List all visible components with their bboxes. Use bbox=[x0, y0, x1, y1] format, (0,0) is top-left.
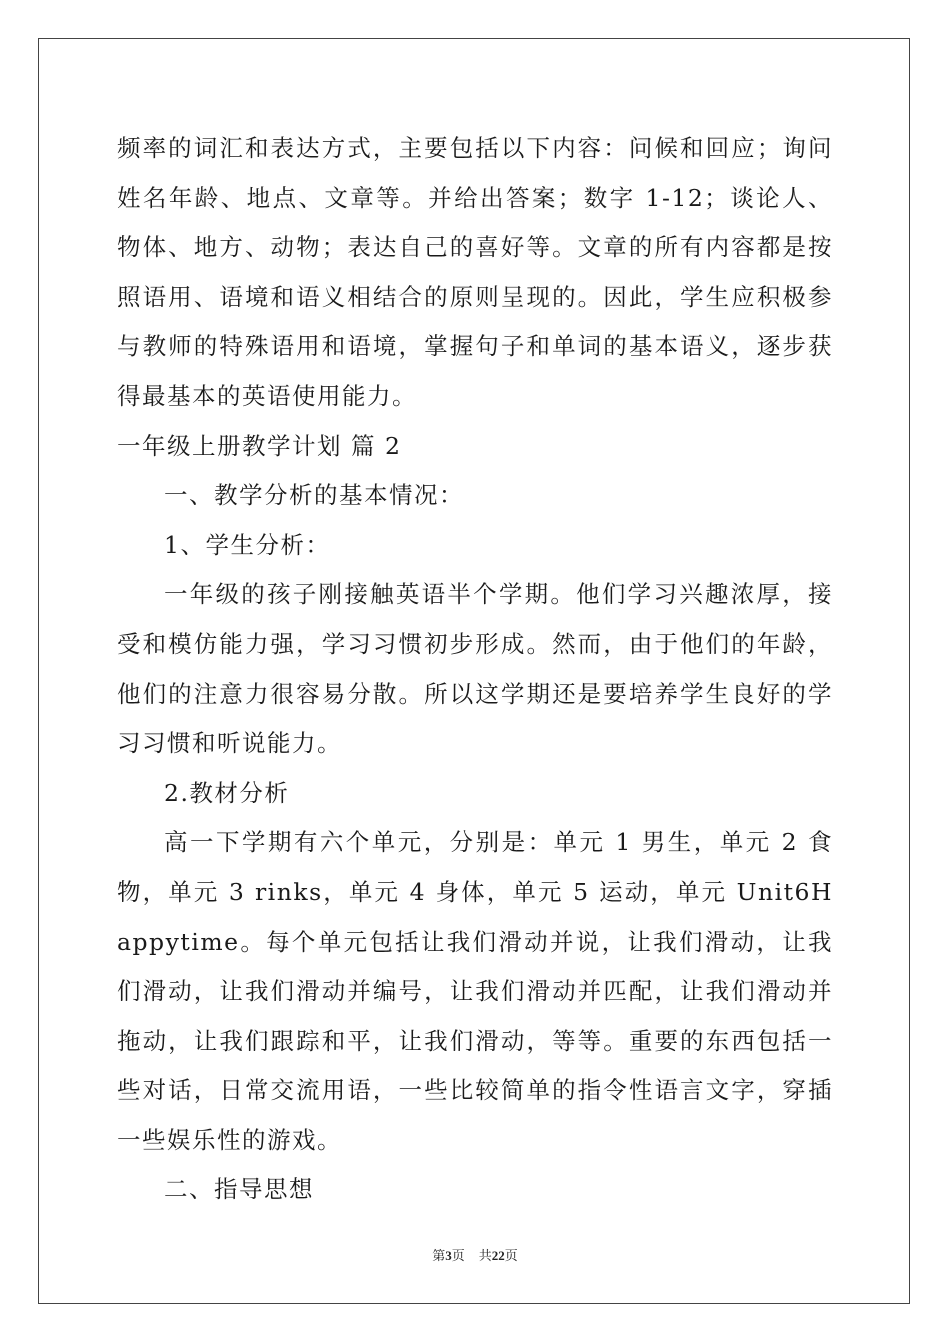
footer-total-prefix: 共 bbox=[478, 1248, 492, 1263]
footer-prefix: 第 bbox=[432, 1248, 446, 1263]
paragraph-continuation: 频率的词汇和表达方式，主要包括以下内容：问候和回应；询问姓名年龄、地点、文章等。并给出答案；数字 1-12；谈论人、物体、地方、动物；表达自己的喜好等。文章的所有内容都是按照语用、语境和语义相结合的原则呈现的。因此，学生应积极参与教师的特殊语用和语境，掌握句子和单词的基本语义，逐步获得最基本的英语使用能力。 bbox=[117, 134, 833, 410]
current-page-number: 3 bbox=[445, 1248, 452, 1263]
footer-total-suffix: 页 bbox=[504, 1248, 518, 1263]
paragraph-student-analysis: 一年级的孩子刚接触英语半个学期。他们学习兴趣浓厚，接受和模仿能力强，学习习惯初步形成。然而，由于他们的年龄，他们的注意力很容易分散。所以这学期还是要培养学生良好的学习习惯和听说能力。 bbox=[117, 580, 833, 758]
subheading-guiding-ideology: 二、指导思想 bbox=[164, 1175, 314, 1204]
paragraph-textbook-analysis: 高一下学期有六个单元，分别是：单元 1 男生，单元 2 食物，单元 3 rinks，单元 4 身体，单元 5 运动，单元 Unit6Happytime。每个单元包括让我们滑动并说，让我们滑动，让我们滑动，让我们滑动并编号，让我们滑动并匹配，让我们滑动并拖动，让我们跟踪和平，让我们滑动，等等。重要的东西包括一些对话，日常交流用语，一些比较简单的指令性语言文字，穿插一些娱乐性的游戏。 bbox=[117, 828, 833, 1154]
document-body bbox=[117, 124, 833, 1215]
footer-page-suffix: 页 bbox=[451, 1248, 465, 1263]
subheading-student-analysis: 1、学生分析： bbox=[164, 530, 331, 559]
total-page-count: 22 bbox=[491, 1248, 505, 1263]
section-title: 一年级上册教学计划 篇 2 bbox=[117, 431, 402, 460]
subheading-textbook-analysis: 2.教材分析 bbox=[164, 778, 290, 807]
subheading-basic-situation: 一、教学分析的基本情况： bbox=[164, 481, 464, 510]
page-footer bbox=[0, 1246, 950, 1266]
